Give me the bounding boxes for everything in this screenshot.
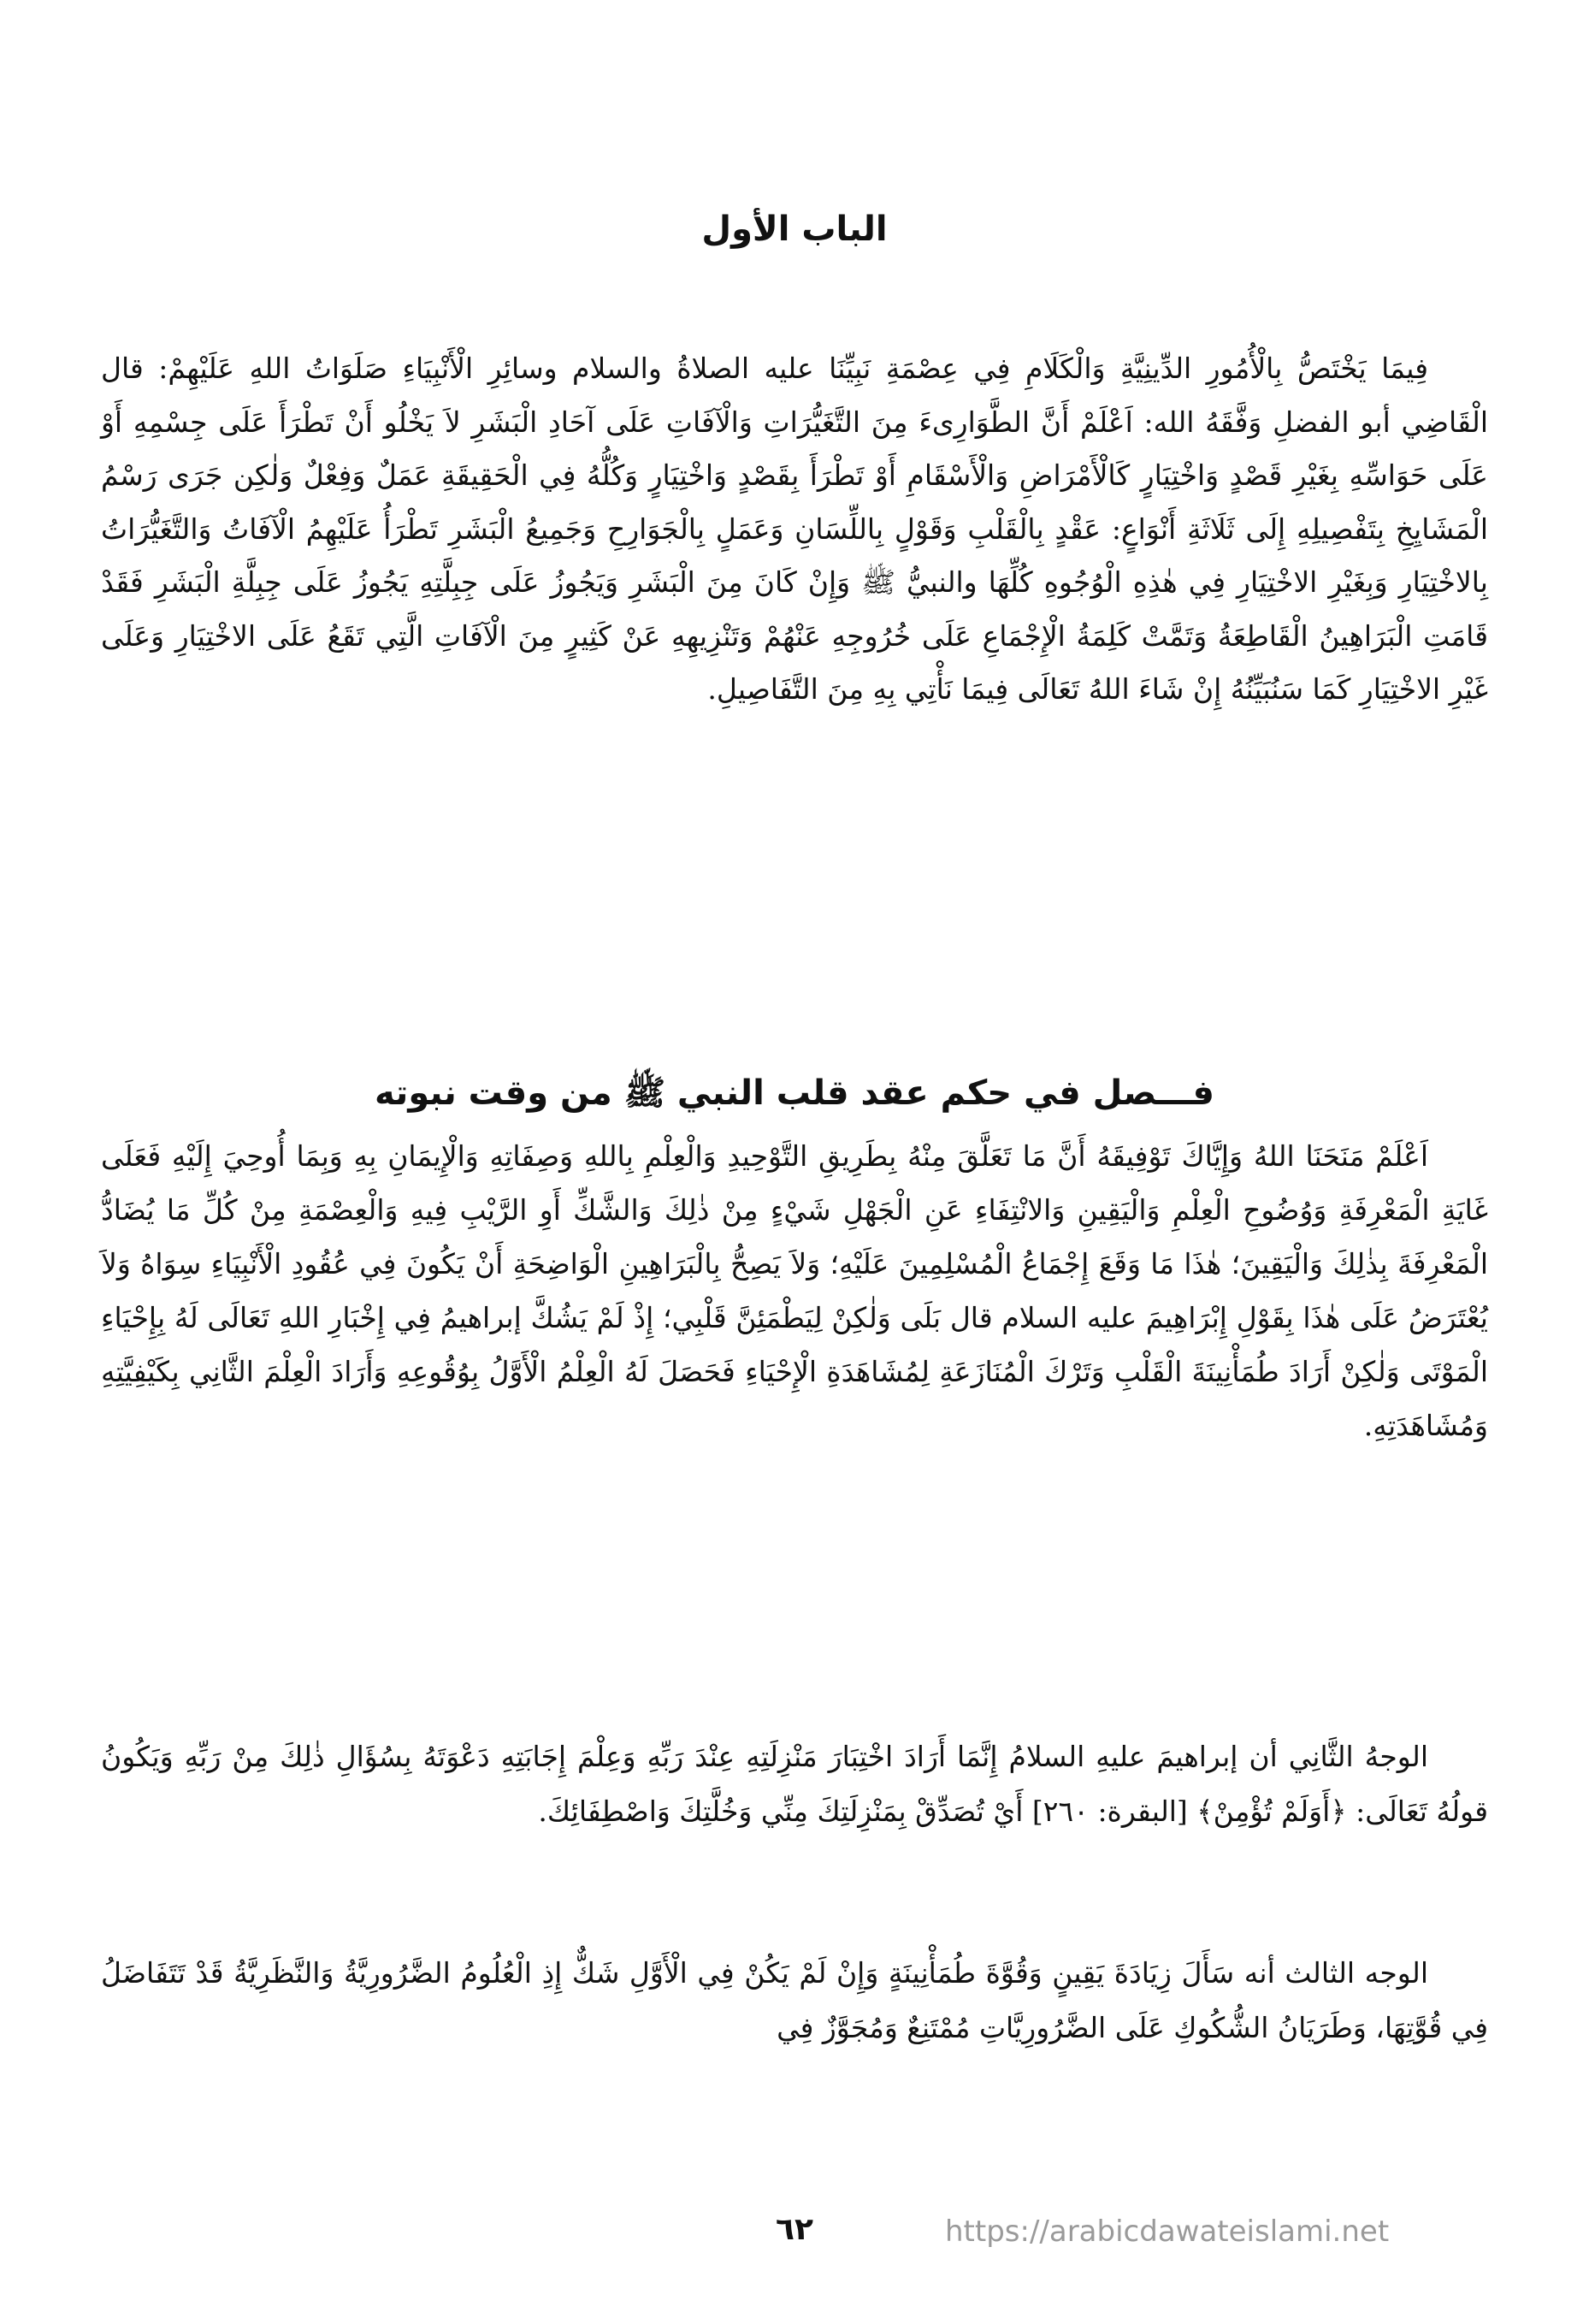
- second-aspect-block: [101, 1730, 1488, 1839]
- watermark-url: https://arabicdawateislami.net: [945, 2215, 1390, 2249]
- intro-text-block: [101, 342, 1488, 717]
- third-aspect-block: [101, 1946, 1488, 2055]
- section-text-block: [101, 1129, 1488, 1452]
- page-number: ٦٢: [776, 2212, 813, 2247]
- section-paragraph: اَعْلَمْ مَنَحَنَا اللهُ وَإِيَّاكَ تَوْفِيقَهُ أَنَّ مَا تَعَلَّقَ مِنْهُ بِطَرِيقِ التَّوْحِيدِ وَالْعِلْمِ بِاللهِ وَصِفَاتِهِ وَالْإِيمَانِ بِهِ وَبِمَا أُوحِيَ إِلَيْهِ فَعَلَى غَايَةِ الْمَعْرِفَةِ وَوُضُوحِ الْعِلْمِ وَالْيَقِينِ وَالانْتِفَاءِ عَنِ الْجَهْلِ شَيْءٍ مِنْ ذٰلِكَ وَالشَّكِّ أَوِ الرَّيْبِ فِيهِ وَالْعِصْمَةِ مِنْ كُلِّ مَا يُضَادُّ الْمَعْرِفَةَ بِذٰلِكَ وَالْيَقِينَ؛ هٰذَا مَا وَقَعَ إِجْمَاعُ الْمُسْلِمِينَ عَلَيْهِ؛ وَلاَ يَصِحُّ بِالْبَرَاهِينِ الْوَاضِحَةِ أَنْ يَكُونَ فِي عُقُودِ الْأَنْبِيَاءِ سِوَاهُ وَلاَ يُعْتَرَضُ عَلَى هٰذَا بِقَوْلِ إِبْرَاهِيمَ عليه السلام قال بَلَى وَلٰكِنْ لِيَطْمَئِنَّ قَلْبِي؛ إِذْ لَمْ يَشُكَّ إبراهيمُ فِي إِخْبَارِ اللهِ تَعَالَى لَهُ بِإِحْيَاءِ الْمَوْتَى وَلٰكِنْ أَرَادَ طُمَأْنِينَةَ الْقَلْبِ وَتَرْكَ الْمُنَازَعَةِ لِمُشَاهَدَةِ الْإِحْيَاءِ فَحَصَلَ لَهُ الْعِلْمُ الْأَوَّلُ بِوُقُوعِهِ وَأَرَادَ الْعِلْمَ الثَّانِي بِكَيْفِيَّتِهِ وَمُشَاهَدَتِهِ.: [101, 1139, 1488, 1442]
- third-aspect-paragraph: الوجه الثالث أنه سَأَلَ زِيَادَةَ يَقِينٍ وَقُوَّةَ طُمَأْنِينَةٍ وَإِنْ لَمْ يَكُنْ فِي الْأَوَّلِ شَكٌّ إِذِ الْعُلُومُ الضَّرُورِيَّةُ وَالنَّظَرِيَّةُ قَدْ تَتَفَاضَلُ فِي قُوَّتِهَا، وَطَرَيَانُ الشُّكُوكِ عَلَى الضَّرُورِيَّاتِ مُمْتَنِعٌ وَمُجَوَّزٌ فِي: [101, 1956, 1488, 2044]
- intro-paragraph: فِيمَا يَخْتَصُّ بِالْأُمُورِ الدِّينِيَّةِ وَالْكَلَامِ فِي عِصْمَةِ نَبِيِّنَا عليه الصلاةُ والسلام وسائِرِ الْأَنْبِيَاءِ صَلَوَاتُ اللهِ عَلَيْهِمْ: قال الْقَاضِي أبو الفضلِ وَفَّقَهُ الله: اَعْلَمْ أَنَّ الطَّوَارِىءَ مِنَ التَّغَيُّرَاتِ وَالْآفَاتِ عَلَى آحَادِ الْبَشَرِ لاَ يَخْلُو أَنْ تَطْرَأَ عَلَى جِسْمِهِ أَوْ عَلَى حَوَاسِّهِ بِغَيْرِ قَصْدٍ وَاخْتِيَارٍ كَالْأَمْرَاضِ وَالْأَسْقَامِ أَوْ تَطْرَأَ بِقَصْدٍ وَاخْتِيَارٍ وَكُلُّهُ فِي الْحَقِيقَةِ عَمَلٌ وَفِعْلٌ وَلٰكِن جَرَى رَسْمُ الْمَشَايِخِ بِتَفْصِيلِهِ إِلَى ثَلَاثَةِ أَنْوَاعٍ: عَقْدٍ بِالْقَلْبِ وَقَوْلٍ بِاللِّسَانِ وَعَمَلٍ بِالْجَوَارِحِ وَجَمِيعُ الْبَشَرِ تَطْرَأُ عَلَيْهِمُ الْآفَاتُ وَالتَّغَيُّرَاتُ بِالاخْتِيَارِ وَبِغَيْرِ الاخْتِيَارِ فِي هٰذِهِ الْوُجُوهِ كُلِّهَا والنبيُّ ﷺ وَإِنْ كَانَ مِنَ الْبَشَرِ وَيَجُوزُ عَلَى جِبِلَّتِهِ يَجُوزُ عَلَى جِبِلَّةِ الْبَشَرِ فَقَدْ قَامَتِ الْبَرَاهِينُ الْقَاطِعَةُ وَتَمَّتْ كَلِمَةُ الْإِجْمَاعِ عَلَى خُرُوجِهِ عَنْهُمْ وَتَنْزِيهِهِ عَنْ كَثِيرٍ مِنَ الْآفَاتِ الَّتِي تَقَعُ عَلَى الاخْتِيَارِ وَعَلَى غَيْرِ الاخْتِيَارِ كَمَا سَنُبَيِّنُهُ إِنْ شَاءَ اللهُ تَعَالَى فِيمَا نَأْتِي بِهِ مِنَ التَّفَاصِيلِ.: [101, 352, 1488, 706]
- section-title: فـــصل في حكم عقد قلب النبي ﷺ من وقت نبوته: [375, 1073, 1214, 1113]
- chapter-title: الباب الأول: [701, 210, 888, 249]
- second-aspect-paragraph: الوجهُ الثَّانِي أن إبراهيمَ عليهِ السلامُ إِنَّمَا أَرَادَ اخْتِبَارَ مَنْزِلَتِهِ عِنْدَ رَبِّهِ وَعِلْمَ إِجَابَتِهِ دَعْوَتَهُ بِسُؤَالِ ذٰلِكَ مِنْ رَبِّهِ وَيَكُونُ قولُهُ تَعَالَى: ﴿أَوَلَمْ تُؤْمِنْ﴾ [البقرة: ٢٦٠] أَيْ تُصَدِّقْ بِمَنْزِلَتِكَ مِنِّي وَخُلَّتِكَ وَاصْطِفَائِكَ.: [101, 1740, 1488, 1828]
